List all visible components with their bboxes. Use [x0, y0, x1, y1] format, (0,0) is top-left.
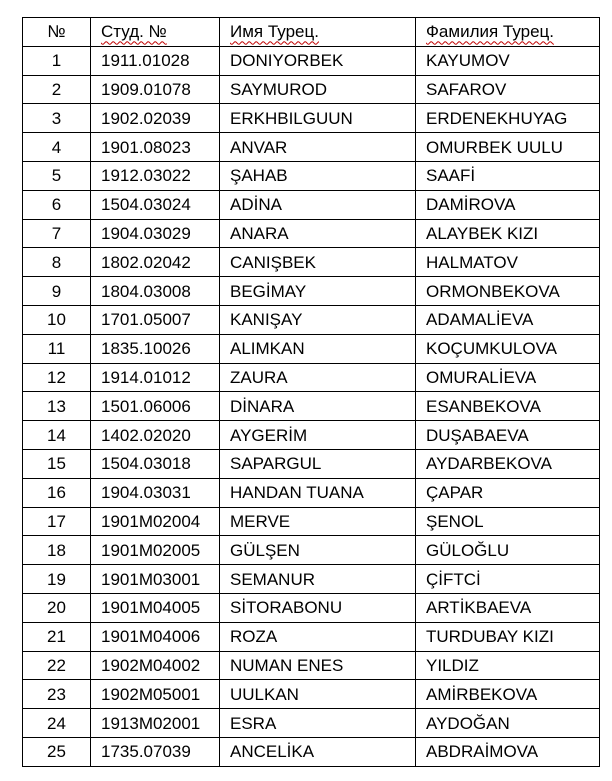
- student-number-cell: 1904.03029: [91, 219, 220, 248]
- last-name-cell: OMURBEK UULU: [416, 133, 600, 162]
- table-row: [23, 363, 600, 392]
- table-row: [23, 190, 600, 219]
- student-number-cell: 1902.02039: [91, 104, 220, 133]
- last-name-cell: ÇAPAR: [416, 478, 600, 507]
- student-number-cell: 1804.03008: [91, 277, 220, 306]
- student-number-cell: 1901.08023: [91, 133, 220, 162]
- last-name-cell: DAMİROVA: [416, 190, 600, 219]
- table-row: [23, 334, 600, 363]
- row-number: 6: [23, 190, 91, 219]
- first-name-cell: ANARA: [220, 219, 416, 248]
- last-name-cell: DUŞABAEVA: [416, 421, 600, 450]
- table-row: [23, 622, 600, 651]
- table-row: [23, 305, 600, 334]
- last-name-cell: ORMONBEKOVA: [416, 277, 600, 306]
- last-name-cell: ESANBEKOVA: [416, 392, 600, 421]
- row-number: 4: [23, 133, 91, 162]
- table-row: [23, 248, 600, 277]
- first-name-cell: ERKHBILGUUN: [220, 104, 416, 133]
- first-name-cell: UULKAN: [220, 680, 416, 709]
- first-name-cell: SİTORABONU: [220, 593, 416, 622]
- first-name-cell: ZAURA: [220, 363, 416, 392]
- table-row: [23, 421, 600, 450]
- header-last-name: [416, 18, 600, 47]
- row-number: 12: [23, 363, 91, 392]
- student-number-cell: 1901M04005: [91, 593, 220, 622]
- row-number: 25: [23, 737, 91, 766]
- student-number-cell: 1912.03022: [91, 161, 220, 190]
- first-name-cell: BEGİMAY: [220, 277, 416, 306]
- table-row: [23, 507, 600, 536]
- first-name-cell: ALIMKAN: [220, 334, 416, 363]
- student-number-cell: 1913M02001: [91, 709, 220, 738]
- row-number: 2: [23, 75, 91, 104]
- first-name-cell: ROZA: [220, 622, 416, 651]
- table-row: [23, 737, 600, 766]
- first-name-cell: ANVAR: [220, 133, 416, 162]
- row-number: 5: [23, 161, 91, 190]
- row-number: 11: [23, 334, 91, 363]
- first-name-cell: ESRA: [220, 709, 416, 738]
- student-number-cell: 1901M03001: [91, 565, 220, 594]
- last-name-cell: YILDIZ: [416, 651, 600, 680]
- student-number-cell: 1901M02004: [91, 507, 220, 536]
- last-name-cell: GÜLOĞLU: [416, 536, 600, 565]
- first-name-cell: ANCELİKA: [220, 737, 416, 766]
- row-number: 10: [23, 305, 91, 334]
- first-name-cell: ADİNA: [220, 190, 416, 219]
- last-name-cell: KOÇUMKULOVA: [416, 334, 600, 363]
- last-name-cell: ABDRAİMOVA: [416, 737, 600, 766]
- last-name-cell: OMURALİEVA: [416, 363, 600, 392]
- table-row: [23, 536, 600, 565]
- table-row: [23, 478, 600, 507]
- student-number-cell: 1501.06006: [91, 392, 220, 421]
- table-row: [23, 46, 600, 75]
- last-name-cell: SAFAROV: [416, 75, 600, 104]
- row-number: 1: [23, 46, 91, 75]
- row-number: 18: [23, 536, 91, 565]
- header-last-name-label: Фамилия Турец.: [426, 22, 555, 42]
- row-number: 3: [23, 104, 91, 133]
- last-name-cell: ŞENOL: [416, 507, 600, 536]
- table-row: [23, 651, 600, 680]
- table-row: [23, 277, 600, 306]
- last-name-cell: ALAYBEK KIZI: [416, 219, 600, 248]
- header-student-number-label: Студ. №: [101, 22, 167, 42]
- last-name-cell: ÇİFTCİ: [416, 565, 600, 594]
- last-name-cell: SAAFİ: [416, 161, 600, 190]
- header-first-name-label: Имя Турец.: [230, 22, 319, 42]
- row-number: 23: [23, 680, 91, 709]
- student-number-cell: 1735.07039: [91, 737, 220, 766]
- first-name-cell: GÜLŞEN: [220, 536, 416, 565]
- first-name-cell: MERVE: [220, 507, 416, 536]
- last-name-cell: HALMATOV: [416, 248, 600, 277]
- table-row: [23, 565, 600, 594]
- student-number-cell: 1911.01028: [91, 46, 220, 75]
- student-number-cell: 1701.05007: [91, 305, 220, 334]
- header-row: [23, 18, 600, 47]
- last-name-cell: AYDOĞAN: [416, 709, 600, 738]
- row-number: 21: [23, 622, 91, 651]
- table-row: [23, 680, 600, 709]
- student-number-cell: 1504.03024: [91, 190, 220, 219]
- student-number-cell: 1835.10026: [91, 334, 220, 363]
- first-name-cell: DİNARA: [220, 392, 416, 421]
- first-name-cell: KANIŞAY: [220, 305, 416, 334]
- row-number: 8: [23, 248, 91, 277]
- last-name-cell: ARTİKBAEVA: [416, 593, 600, 622]
- row-number: 22: [23, 651, 91, 680]
- student-number-cell: 1504.03018: [91, 449, 220, 478]
- header-first-name: [220, 18, 416, 47]
- first-name-cell: HANDAN TUANA: [220, 478, 416, 507]
- last-name-cell: AYDARBEKOVA: [416, 449, 600, 478]
- table-row: [23, 104, 600, 133]
- last-name-cell: KAYUMOV: [416, 46, 600, 75]
- first-name-cell: DONIYORBEK: [220, 46, 416, 75]
- header-student-number: [91, 18, 220, 47]
- row-number: 17: [23, 507, 91, 536]
- row-number: 15: [23, 449, 91, 478]
- row-number: 13: [23, 392, 91, 421]
- table-row: [23, 392, 600, 421]
- row-number: 24: [23, 709, 91, 738]
- table-row: [23, 219, 600, 248]
- last-name-cell: TURDUBAY KIZI: [416, 622, 600, 651]
- student-number-cell: 1901M04006: [91, 622, 220, 651]
- header-number: №: [23, 18, 91, 47]
- table-row: [23, 593, 600, 622]
- row-number: 9: [23, 277, 91, 306]
- first-name-cell: NUMAN ENES: [220, 651, 416, 680]
- student-table: [22, 17, 600, 767]
- table-row: [23, 449, 600, 478]
- row-number: 14: [23, 421, 91, 450]
- last-name-cell: ADAMALİEVA: [416, 305, 600, 334]
- row-number: 20: [23, 593, 91, 622]
- student-number-cell: 1901M02005: [91, 536, 220, 565]
- first-name-cell: ŞAHAB: [220, 161, 416, 190]
- student-number-cell: 1909.01078: [91, 75, 220, 104]
- row-number: 16: [23, 478, 91, 507]
- first-name-cell: CANIŞBEK: [220, 248, 416, 277]
- first-name-cell: SAYMUROD: [220, 75, 416, 104]
- student-number-cell: 1902M04002: [91, 651, 220, 680]
- student-number-cell: 1904.03031: [91, 478, 220, 507]
- student-number-cell: 1402.02020: [91, 421, 220, 450]
- student-number-cell: 1902M05001: [91, 680, 220, 709]
- last-name-cell: AMİRBEKOVA: [416, 680, 600, 709]
- table-row: [23, 75, 600, 104]
- student-number-cell: 1802.02042: [91, 248, 220, 277]
- table-row: [23, 161, 600, 190]
- table-row: [23, 133, 600, 162]
- row-number: 7: [23, 219, 91, 248]
- first-name-cell: AYGERİM: [220, 421, 416, 450]
- row-number: 19: [23, 565, 91, 594]
- table-row: [23, 709, 600, 738]
- first-name-cell: SEMANUR: [220, 565, 416, 594]
- student-number-cell: 1914.01012: [91, 363, 220, 392]
- last-name-cell: ERDENEKHUYAG: [416, 104, 600, 133]
- first-name-cell: SAPARGUL: [220, 449, 416, 478]
